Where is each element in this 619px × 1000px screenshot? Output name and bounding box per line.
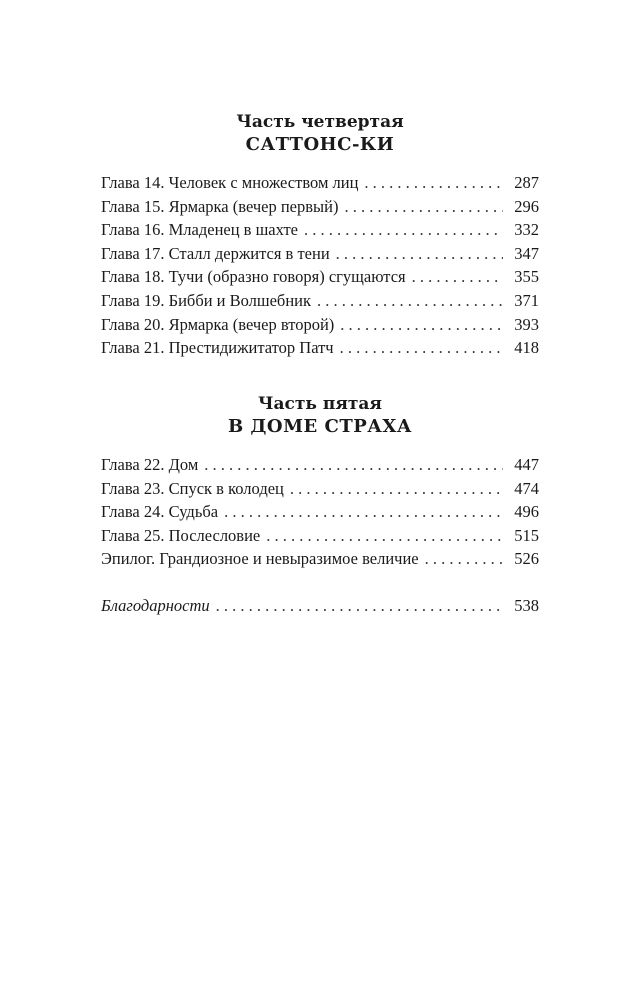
entry-title: Глава 23. Спуск в колодец [101, 478, 284, 498]
toc-entry-acknowledgements[interactable] [101, 596, 539, 620]
entry-title: Глава 24. Судьба [101, 502, 219, 522]
entry-page: 287 [514, 173, 539, 192]
toc-entry[interactable] [101, 315, 539, 339]
dot-leader [304, 220, 503, 240]
toc-entry[interactable] [101, 455, 539, 479]
part-title: В ДОМЕ СТРАХА [227, 416, 413, 437]
toc-entry[interactable] [101, 526, 539, 550]
dot-leader [364, 173, 503, 193]
entry-title: Глава 16. Младенец в шахте [101, 220, 299, 240]
dot-leader [336, 244, 503, 264]
entry-page: 496 [514, 502, 539, 522]
entry-title: Глава 14. Человек с множеством лиц [101, 173, 359, 192]
dot-leader [344, 197, 503, 217]
entry-page: 418 [514, 338, 539, 358]
entry-title: Глава 21. Престидижитатор Патч [101, 338, 334, 358]
dot-leader [224, 502, 503, 522]
part-label: Часть четвертая [236, 112, 404, 132]
entry-page: 355 [514, 267, 539, 287]
entry-title: Глава 22. Дом [101, 455, 199, 474]
dot-leader [266, 526, 503, 546]
toc-entry[interactable] [101, 173, 539, 197]
entry-page: 371 [514, 290, 539, 310]
toc-entry[interactable] [101, 291, 539, 315]
entry-page: 538 [514, 596, 539, 615]
dot-leader [204, 455, 503, 475]
entry-title: Глава 20. Ярмарка (вечер второй) [101, 314, 335, 334]
entry-title: Глава 17. Сталл держится в тени [101, 243, 330, 263]
toc-entry[interactable] [101, 220, 539, 244]
entry-title: Глава 19. Бибби и Волшебник [101, 290, 312, 310]
part-four-header [101, 111, 539, 157]
part-title: САТТОНС-КИ [245, 134, 395, 155]
part-five-header [101, 393, 539, 439]
toc-entry[interactable] [101, 197, 539, 221]
entry-page: 347 [514, 243, 539, 263]
entry-title: Благодарности [101, 596, 210, 615]
entry-title: Глава 18. Тучи (образно говоря) сгущаются [101, 267, 406, 287]
entry-page: 332 [514, 220, 539, 240]
dot-leader [412, 267, 503, 287]
entry-page: 447 [514, 455, 539, 474]
dot-leader [317, 291, 503, 311]
entry-page: 296 [514, 196, 539, 216]
dot-leader [290, 479, 503, 499]
entry-title: Глава 15. Ярмарка (вечер первый) [101, 196, 339, 216]
entry-page: 515 [514, 525, 539, 545]
entry-title: Эпилог. Грандиозное и невыразимое величие [101, 549, 419, 569]
entry-page: 474 [514, 478, 539, 498]
part-four-entries [101, 173, 539, 362]
dot-leader [340, 315, 503, 335]
toc-entry[interactable] [101, 244, 539, 268]
toc-entry[interactable] [101, 502, 539, 526]
toc-entry[interactable] [101, 549, 539, 573]
part-five-entries [101, 455, 539, 573]
entry-title: Глава 25. Послесловие [101, 525, 261, 545]
dot-leader [216, 596, 503, 616]
dot-leader [340, 338, 503, 358]
dot-leader [425, 549, 503, 569]
part-label: Часть пятая [258, 394, 382, 414]
back-matter-entries [101, 596, 539, 620]
toc-entry[interactable] [101, 338, 539, 362]
toc-entry[interactable] [101, 267, 539, 291]
entry-page: 393 [514, 314, 539, 334]
toc-entry[interactable] [101, 479, 539, 503]
entry-page: 526 [514, 549, 539, 569]
